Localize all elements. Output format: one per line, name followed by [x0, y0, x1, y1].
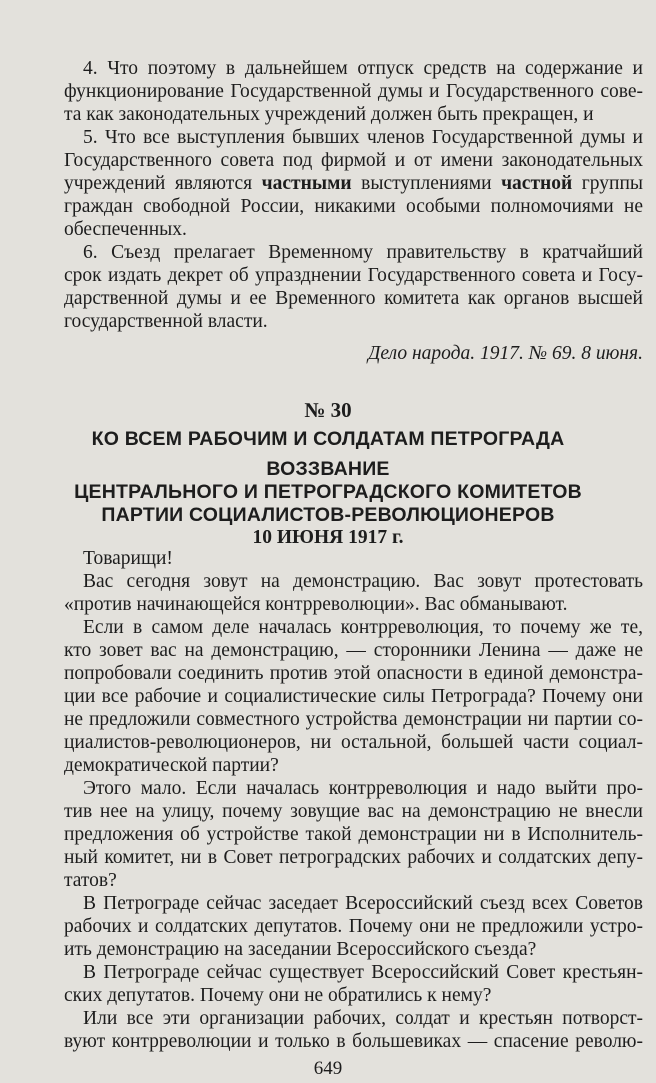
appeal-subtitle: ЦЕНТРАЛЬНОГО И ПЕТРОГРАДСКОГО КОМИТЕТОВ: [74, 481, 582, 503]
text-line: Или все эти организации рабочих, солдат и крестьян потворст-: [83, 1008, 643, 1029]
text-line: В Петрограде сейчас существует Всероссийский Совет крестьян-: [83, 962, 643, 983]
text-line: вуют контрреволюции и только в большевиках — спасение револю-: [64, 1031, 643, 1052]
text-line: та как законодательных учреждений должен быть прекращен, и: [64, 104, 594, 125]
text-line: обеспеченных.: [64, 219, 187, 240]
text-line: учреждений являются частными выступлениями частной группы: [64, 173, 643, 194]
text-line: тив нее на улицу, почему зовущие вас на демонстрацию не внесли: [64, 801, 643, 822]
text-line: 4. Что поэтому в дальнейшем отпуск средств на содержание и: [83, 58, 643, 79]
text-line: дарственной думы и ее Временного комитета как органов высшей: [64, 288, 643, 309]
text-line: попробовали соединить против этой опасности в единой демонстра-: [64, 663, 643, 684]
text-line: предложения об устройстве такой демонстрации ни в Исполнитель-: [64, 824, 643, 845]
document-heading: КО ВСЕМ РАБОЧИМ И СОЛДАТАМ ПЕТРОГРАДА: [91, 428, 565, 450]
source-citation: Дело народа. 1917. № 69. 8 июня.: [368, 343, 643, 364]
text-line: ских депутатов. Почему они не обратились к нему?: [64, 985, 492, 1006]
text-line: циалистов-революционеров, ни остальной, большей части социал-: [64, 732, 643, 753]
appeal-subtitle: ПАРТИИ СОЦИАЛИСТОВ-РЕВОЛЮЦИОНЕРОВ: [101, 504, 555, 526]
text-line: Государственного совета под фирмой и от имени законодательных: [64, 150, 643, 171]
text-line: Вас сегодня зовут на демонстрацию. Вас зовут протестовать: [83, 571, 643, 592]
text-line: ный комитет, ни в Совет петроградских рабочих и солдатских депу-: [64, 847, 643, 868]
text-line: 6. Съезд прелагает Временному правительству в кратчайший: [83, 242, 643, 263]
text-line: не предложили совместного устройства демонстрации ни партии со-: [64, 709, 643, 730]
appeal-date: 10 ИЮНЯ 1917 г.: [252, 527, 404, 548]
text-line: кто зовет вас на демонстрацию, — сторонники Ленина — даже не: [64, 640, 643, 661]
text-line: граждан свободной России, никакими особыми полномочиями не: [64, 196, 643, 217]
appeal-title: ВОЗЗВАНИЕ: [266, 458, 390, 480]
text-line: В Петрограде сейчас заседает Всероссийский съезд всех Советов: [83, 893, 643, 914]
text-line: срок издать декрет об упразднении Государственного совета и Госу-: [64, 265, 643, 286]
text-line: рабочих и солдатских депутатов. Почему они не предложили устро-: [64, 916, 643, 937]
text-line: функционирование Государственной думы и Государственного сове-: [64, 81, 643, 102]
text-line: ции все рабочие и социалистические силы Петрограда? Почему они: [64, 686, 643, 707]
text-line: Товарищи!: [83, 548, 173, 569]
page-number: 649: [313, 1058, 343, 1079]
text-line: «против начинающейся контрреволюции». Вас обманывают.: [64, 594, 568, 615]
text-line: ить демонстрацию на заседании Всероссийского съезда?: [64, 939, 537, 960]
document-number: № 30: [304, 398, 352, 422]
text-line: татов?: [64, 870, 117, 891]
text-line: государственной власти.: [64, 311, 268, 332]
text-line: Если в самом деле началась контрреволюция, то почему же те,: [83, 617, 643, 638]
text-line: демократической партии?: [64, 755, 279, 776]
text-line: 5. Что все выступления бывших членов Государственной думы и: [83, 127, 643, 148]
text-line: Этого мало. Если началась контрреволюция и надо выйти про-: [83, 778, 643, 799]
